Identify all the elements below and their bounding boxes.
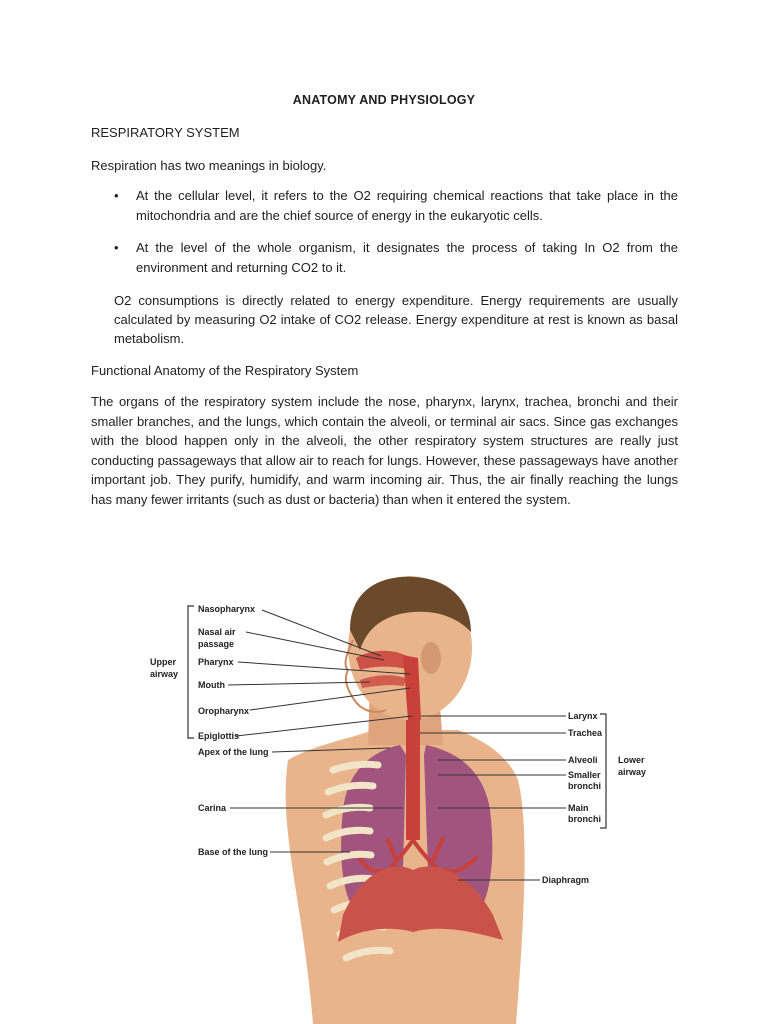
label-nasopharynx: Nasopharynx	[198, 604, 256, 614]
label-carina: Carina	[198, 803, 227, 813]
label-trachea: Trachea	[568, 728, 603, 738]
bullet-text: At the level of the whole organism, it designates the process of taking In O2 from the environment and returning CO2 to it.	[136, 240, 678, 275]
label-diaphragm: Diaphragm	[542, 875, 590, 885]
label-smaller-bronchi: bronchi	[568, 781, 601, 791]
label-larynx: Larynx	[568, 711, 598, 721]
bullet-list	[114, 186, 678, 290]
label-oropharynx: Oropharynx	[198, 706, 250, 716]
respiratory-system-figure	[138, 570, 658, 1024]
label-nasal-passage: passage	[198, 639, 235, 649]
intro-paragraph: Respiration has two meanings in biology.	[91, 158, 327, 173]
document-title: ANATOMY AND PHYSIOLOGY	[292, 93, 476, 107]
energy-paragraph: O2 consumptions is directly related to energy expenditure. Energy requirements are usually calculated by measuring O2 intake of CO2 release. Energy expenditure at rest is known as basal metabolism.	[114, 293, 678, 346]
list-item	[114, 238, 678, 278]
label-apex: Apex of the lung	[198, 747, 269, 757]
label-main: Main	[568, 803, 589, 813]
label-pharynx: Pharynx	[198, 657, 234, 667]
label-lower-airway: airway	[618, 767, 647, 777]
bullet-icon: •	[114, 188, 119, 203]
label-upper: Upper	[150, 657, 177, 667]
label-smaller: Smaller	[568, 770, 601, 780]
subheading: Functional Anatomy of the Respiratory System	[91, 363, 359, 378]
bullet-text: At the cellular level, it refers to the O2 requiring chemical reactions that take place in the mitochondria and are the chief source of energy in the eukaryotic cells.	[136, 188, 678, 223]
list-item	[114, 186, 678, 226]
label-main-bronchi: bronchi	[568, 814, 601, 824]
trachea-tube	[406, 720, 420, 840]
label-epiglottis: Epiglottis	[198, 731, 239, 741]
label-lower: Lower	[618, 755, 645, 765]
ear-shape	[421, 642, 441, 674]
label-nasal-air: Nasal air	[198, 627, 236, 637]
label-alveoli: Alveoli	[568, 755, 598, 765]
section-heading: RESPIRATORY SYSTEM	[91, 125, 240, 140]
bullet-icon: •	[114, 240, 119, 255]
label-mouth: Mouth	[198, 680, 225, 690]
anatomy-paragraph: The organs of the respiratory system include the nose, pharynx, larynx, trachea, bronchi and their smaller branches, and the lungs, which contain the alveoli, or terminal air sacs. Since gas exchanges with the blood happen only in the alveoli, the other respiratory system structures are really just conducting passageways that allow air to reach for lungs. However, these passageways have another important job. They purify, humidify, and warm incoming air. Thus, the air finally reaching the lungs has many fewer irritants (such as dust or bacteria) than when it entered the system.	[91, 394, 678, 507]
label-upper-airway: airway	[150, 669, 179, 679]
upper-airway-bracket	[188, 606, 194, 738]
label-base: Base of the lung	[198, 847, 269, 857]
